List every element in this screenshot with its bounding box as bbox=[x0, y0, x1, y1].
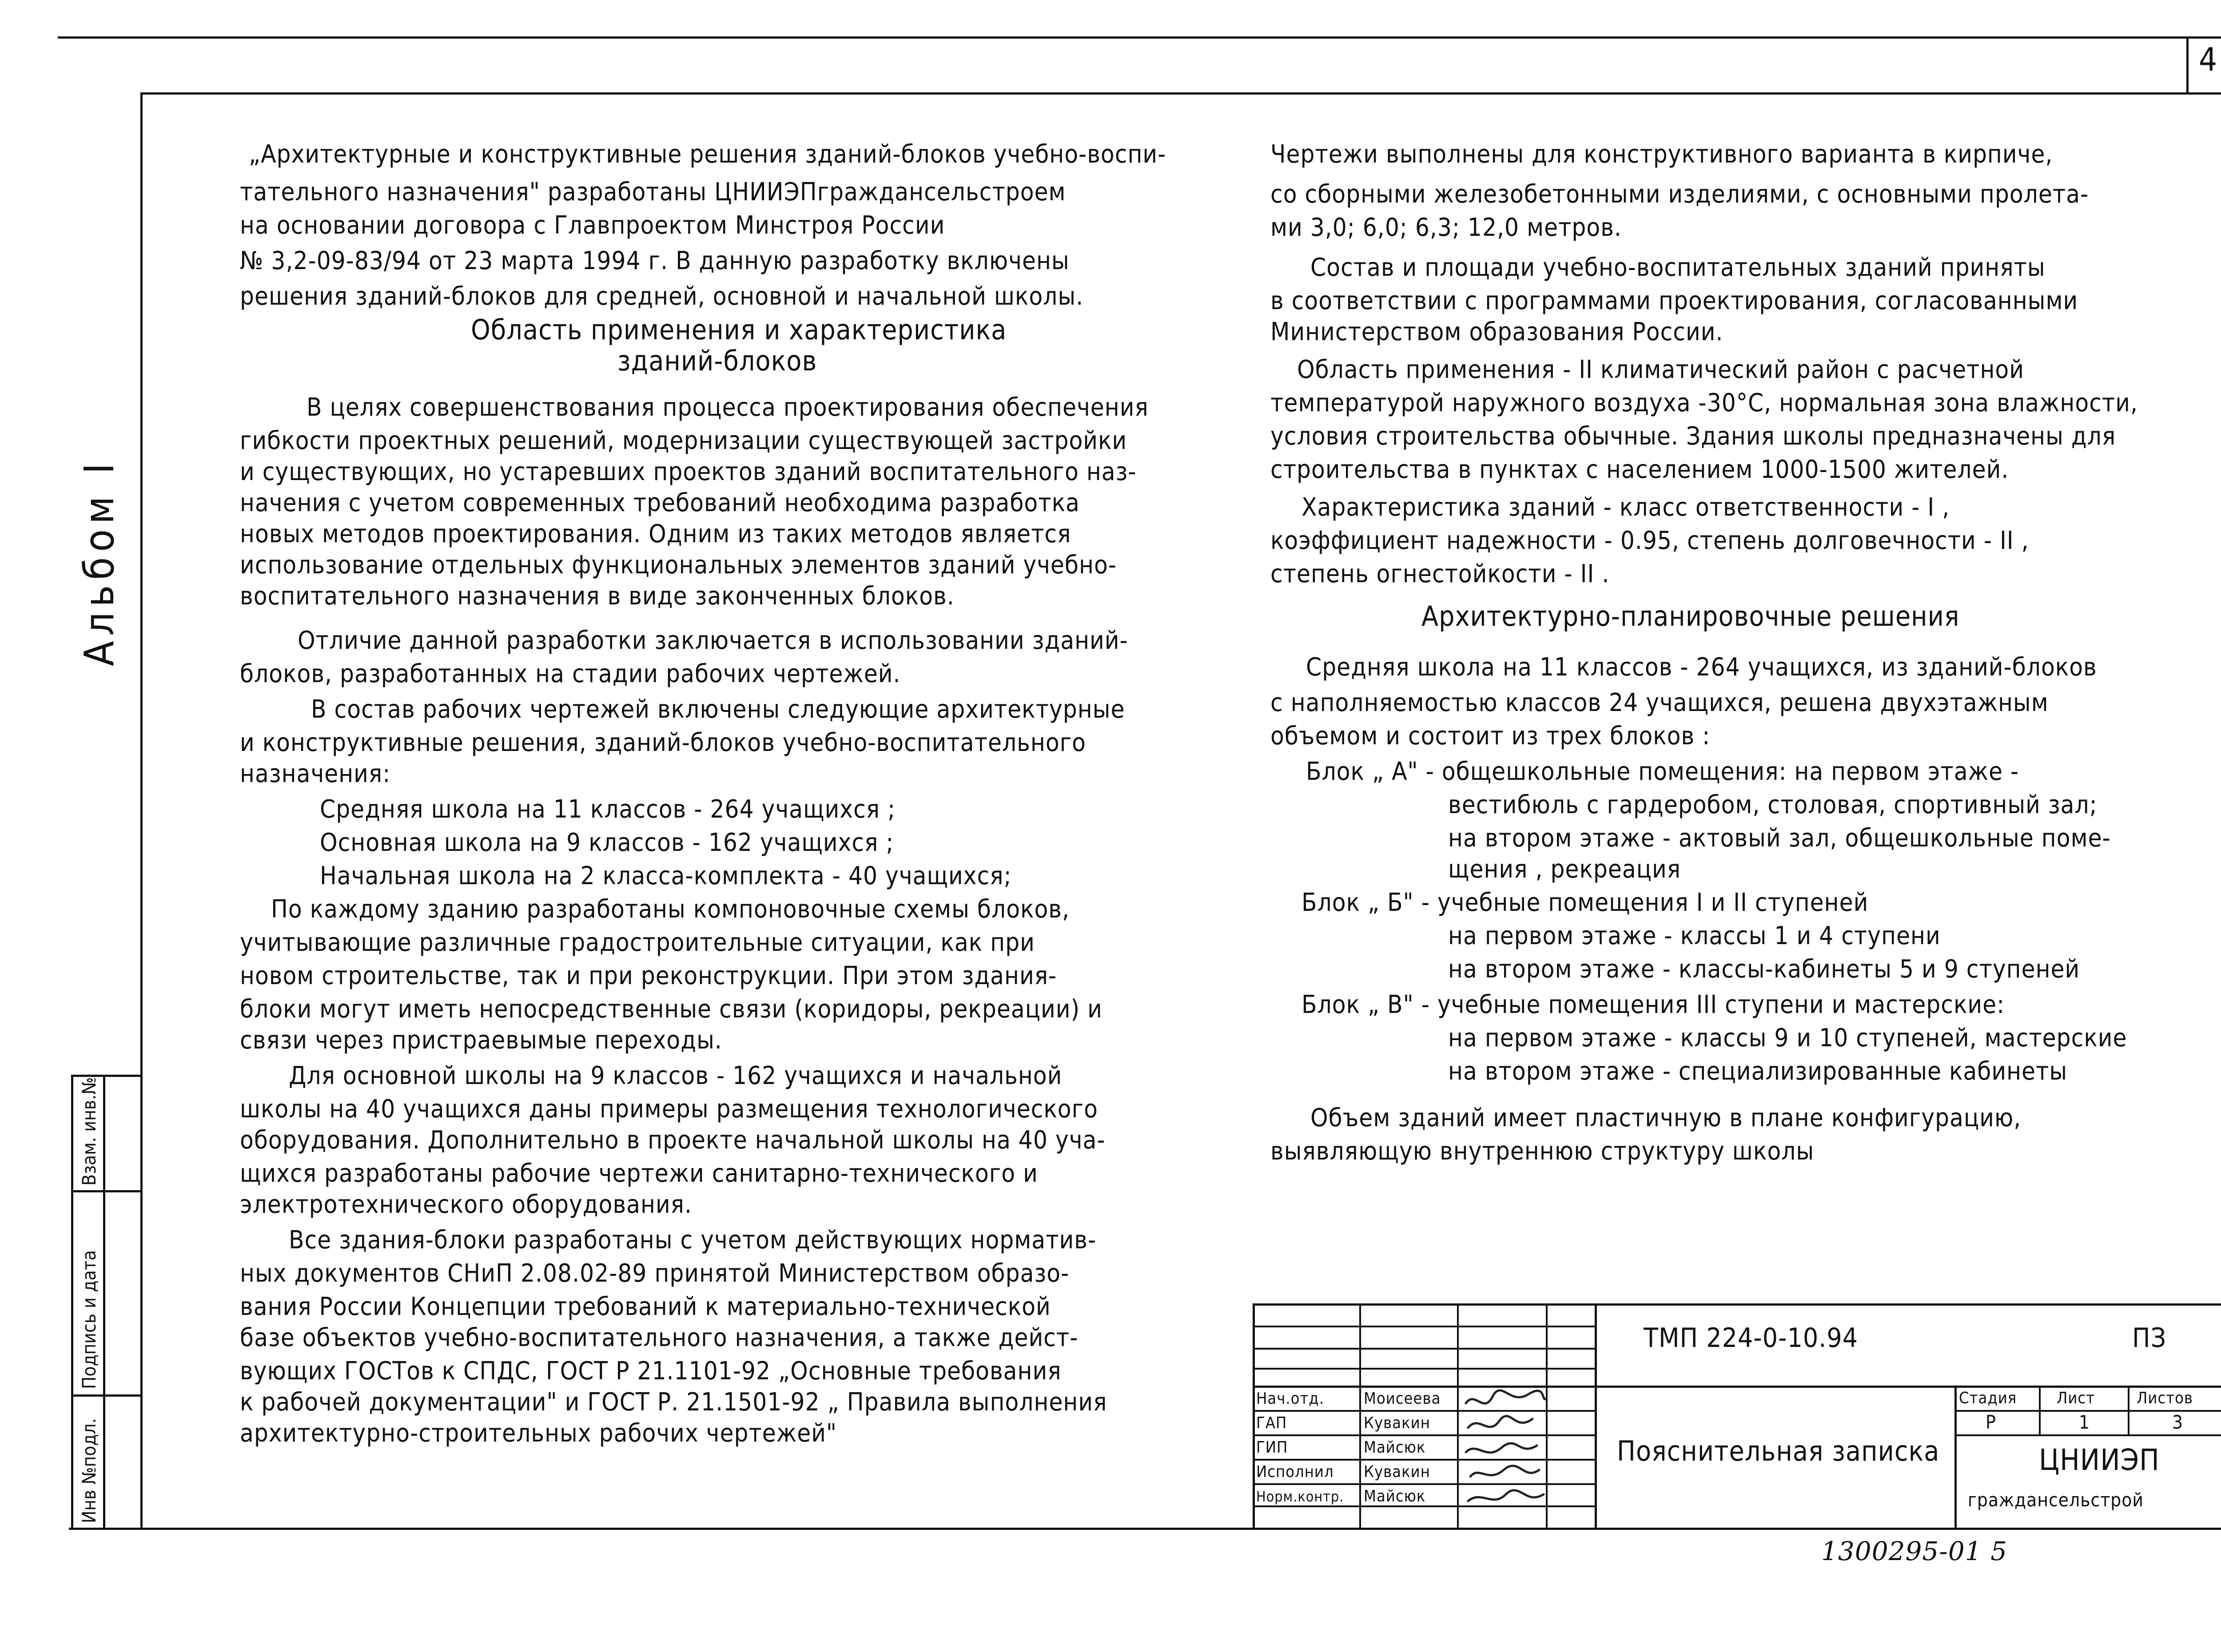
titleblock-top bbox=[1253, 1303, 2221, 1306]
stamp-inv-orig: Инв №подл. bbox=[78, 1418, 100, 1523]
left-body-17: учитывающие различные градостроительные ситуации, как при bbox=[240, 928, 1035, 957]
tb-stage-col-2 bbox=[2128, 1386, 2129, 1434]
doc-title: Пояснительная записка bbox=[1617, 1435, 1940, 1467]
left-body-28: вания России Концепции требований к материально-технической bbox=[240, 1292, 1051, 1321]
stamp-strip-div1 bbox=[71, 1190, 142, 1192]
right-top-13: степень огнестойкости - II . bbox=[1270, 560, 1610, 588]
stamp-strip-top bbox=[71, 1075, 142, 1077]
page-number: 4 bbox=[2199, 41, 2218, 78]
left-body-1: В целях совершенствования процесса проектирования обеспечения bbox=[306, 393, 1149, 422]
right-top-6: Министерством образования России. bbox=[1270, 318, 1723, 346]
left-body-23: оборудования. Дополнительно в проекте начальной школы на 40 уча- bbox=[240, 1126, 1106, 1155]
stage-value: Р bbox=[1986, 1411, 1996, 1433]
right-body-8: Блок „ Б" - учебные помещения I и II ступеней bbox=[1302, 888, 1869, 917]
bottom-border bbox=[69, 1528, 2221, 1530]
inner-top-border bbox=[140, 92, 2221, 95]
intro-line-3: на основании договора с Главпроектом Минстроя России bbox=[240, 211, 945, 240]
intro-line-2: тательного назначения" разработаны ЦНИИЭПграждансельстроем bbox=[240, 178, 1066, 206]
left-border bbox=[140, 92, 143, 1529]
doc-code: ТМП 224-0-10.94 bbox=[1644, 1322, 1859, 1354]
right-top-11: Характеристика зданий - класс ответственности - I , bbox=[1302, 493, 1950, 522]
right-body-5: вестибюль с гардеробом, столовая, спортивный зал; bbox=[1448, 790, 2098, 819]
left-body-16: По каждому зданию разработаны компоновочные схемы блоков, bbox=[271, 895, 1070, 924]
signer-role-2: ГАП bbox=[1256, 1414, 1287, 1432]
signer-name-1: Моисеева bbox=[1364, 1390, 1441, 1408]
intro-line-4: № 3,2-09-83/94 от 23 марта 1994 г. В данную разработку включены bbox=[240, 246, 1070, 275]
intro-line-1: „Архитектурные и конструктивные решения зданий-блоков учебно-воспи- bbox=[249, 140, 1166, 169]
right-top-3: ми 3,0; 6,0; 6,3; 12,0 метров. bbox=[1270, 213, 1622, 242]
page-number-box-left bbox=[2186, 36, 2189, 94]
left-body-5: новых методов проектирования. Одним из таких методов является bbox=[240, 520, 1071, 548]
left-body-11: и конструктивные решения, зданий-блоков учебно-воспитательного bbox=[240, 728, 1086, 757]
titleblock-col-date bbox=[1595, 1303, 1597, 1530]
right-body-9: на первом этаже - классы 1 и 4 ступени bbox=[1448, 921, 1941, 950]
sheets-header: Листов bbox=[2137, 1389, 2193, 1407]
signer-role-3: ГИП bbox=[1256, 1438, 1288, 1457]
left-body-2: гибкости проектных решений, модернизации существующей застройки bbox=[240, 426, 1127, 455]
tb-row-3 bbox=[1253, 1368, 1597, 1370]
stamp-strip-left bbox=[71, 1075, 73, 1529]
right-body-3: объемом и состоит из трех блоков : bbox=[1270, 722, 1711, 751]
right-top-2: со сборными железобетонными изделиями, с основными пролета- bbox=[1270, 180, 2089, 209]
signer-role-5: Норм.контр. bbox=[1256, 1488, 1344, 1505]
left-heading-2: зданий-блоков bbox=[617, 345, 817, 377]
left-body-3: и существующих, но устаревших проектов зданий воспитательного наз- bbox=[240, 457, 1137, 486]
left-body-10: В состав рабочих чертежей включены следующие архитектурные bbox=[311, 695, 1125, 724]
stamp-inv-replace: Взам. инв.№ bbox=[78, 1077, 100, 1186]
left-body-21: Для основной школы на 9 классов - 162 учащихся и начальной bbox=[289, 1061, 1063, 1090]
right-heading: Архитектурно-планировочные решения bbox=[1421, 600, 1960, 632]
stamp-strip-middle bbox=[103, 1075, 105, 1529]
right-body-4: Блок „ А" - общешкольные помещения: на первом этаже - bbox=[1306, 757, 2019, 786]
org-line-2: граждансельстрой bbox=[1968, 1489, 2144, 1511]
left-body-32: архитектурно-строительных рабочих чертежей" bbox=[240, 1419, 837, 1448]
left-heading-1: Область применения и характеристика bbox=[471, 314, 1007, 346]
left-body-31: к рабочей документации" и ГОСТ Р. 21.1501-92 „ Правила выполнения bbox=[240, 1388, 1107, 1417]
signer-name-2: Кувакин bbox=[1364, 1414, 1430, 1432]
titleblock-col-stage bbox=[1954, 1386, 1957, 1530]
stamp-strip-div2 bbox=[71, 1394, 142, 1397]
right-body-6: на втором этаже - актовый зал, общешкольные поме- bbox=[1448, 824, 2111, 853]
left-body-18: новом строительстве, так и при реконструкции. При этом здания- bbox=[240, 961, 1057, 990]
tb-row-1 bbox=[1253, 1326, 1597, 1327]
left-body-13: Средняя школа на 11 классов - 264 учащихся ; bbox=[320, 795, 896, 824]
right-top-10: строительства в пунктах с населением 1000-1500 жителей. bbox=[1270, 455, 2009, 484]
left-body-26: Все здания-блоки разработаны с учетом действующих норматив- bbox=[289, 1226, 1097, 1255]
tb-stage-row-2 bbox=[1954, 1434, 2221, 1436]
left-body-30: вующих ГОСТов к СПДС, ГОСТ Р 21.1101-92 „Основные требования bbox=[240, 1357, 1062, 1386]
sheet-mark: ПЗ bbox=[2132, 1322, 2167, 1354]
stamp-sign-date: Подпись и дата bbox=[78, 1250, 100, 1389]
right-top-12: коэффициент надежности - 0.95, степень долговечности - II , bbox=[1270, 526, 2029, 555]
left-body-25: электротехнического оборудования. bbox=[240, 1190, 692, 1219]
left-body-4: начения с учетом современных требований необходима разработка bbox=[240, 488, 1080, 517]
intro-line-5: решения зданий-блоков для средней, основной и начальной школы. bbox=[240, 282, 1084, 311]
left-body-20: связи через пристраевымые переходы. bbox=[240, 1026, 722, 1055]
right-top-8: температурой наружного воздуха -30°С, нормальная зона влажности, bbox=[1270, 389, 2138, 417]
handwritten-footer: 1300295-01 5 bbox=[1821, 1536, 2008, 1566]
left-body-19: блоки могут иметь непосредственные связи (коридоры, рекреации) и bbox=[240, 995, 1103, 1024]
left-body-7: воспитательного назначения в виде законченных блоков. bbox=[240, 582, 955, 611]
right-body-13: на втором этаже - специализированные кабинеты bbox=[1448, 1057, 2068, 1086]
left-body-29: базе объектов учебно-воспитательного назначения, а также дейст- bbox=[240, 1323, 1079, 1352]
sheet-header: Лист bbox=[2057, 1389, 2095, 1407]
left-body-12: назначения: bbox=[240, 759, 391, 788]
sheets-value: 3 bbox=[2172, 1411, 2184, 1433]
left-body-8: Отличие данной разработки заключается в использовании зданий- bbox=[298, 626, 1128, 655]
right-body-14: Объем зданий имеет пластичную в плане конфигурацию, bbox=[1310, 1104, 2022, 1132]
right-top-4: Состав и площади учебно-воспитательных зданий приняты bbox=[1310, 253, 2046, 282]
signer-name-3: Майсюк bbox=[1364, 1438, 1426, 1457]
sheet-value: 1 bbox=[2079, 1411, 2090, 1433]
tb-stage-col-1 bbox=[2039, 1386, 2041, 1434]
right-body-2: с наполняемостью классов 24 учащихся, решена двухэтажным bbox=[1270, 688, 2049, 717]
left-body-22: школы на 40 учащихся даны примеры размещения технологического bbox=[240, 1095, 1098, 1124]
left-body-14: Основная школа на 9 классов - 162 учащихся ; bbox=[320, 828, 894, 857]
titleblock-left bbox=[1253, 1303, 1255, 1530]
top-border bbox=[58, 36, 2221, 39]
signer-role-1: Нач.отд. bbox=[1256, 1390, 1324, 1408]
titleblock-col-role bbox=[1359, 1303, 1361, 1530]
left-body-27: ных документов СНиП 2.08.02-89 принятой Министерством образо- bbox=[240, 1259, 1070, 1288]
signer-role-4: Исполнил bbox=[1256, 1463, 1334, 1481]
signer-name-5: Майсюк bbox=[1364, 1487, 1426, 1505]
right-top-7: Область применения - II климатический район с расчетной bbox=[1297, 355, 2024, 384]
right-body-1: Средняя школа на 11 классов - 264 учащихся, из зданий-блоков bbox=[1306, 653, 2097, 682]
stage-header: Стадия bbox=[1959, 1389, 2017, 1407]
right-body-11: Блок „ В" - учебные помещения III ступени и мастерские: bbox=[1302, 990, 2005, 1019]
right-body-15: выявляющую внутреннюю структуру школы bbox=[1270, 1137, 1815, 1166]
right-body-12: на первом этаже - классы 9 и 10 ступеней, мастерские bbox=[1448, 1024, 2127, 1052]
right-body-10: на втором этаже - классы-кабинеты 5 и 9 ступеней bbox=[1448, 955, 2080, 984]
titleblock-col-name bbox=[1457, 1303, 1459, 1530]
tb-row-2 bbox=[1253, 1348, 1597, 1350]
right-body-7: щения , рекреация bbox=[1448, 855, 1681, 884]
left-body-15: Начальная школа на 2 класса-комплекта - 40 учащихся; bbox=[320, 862, 1012, 890]
right-top-9: условия строительства обычные. Здания школы предназначены для bbox=[1270, 422, 2116, 451]
signer-name-4: Кувакин bbox=[1364, 1463, 1430, 1481]
left-body-9: блоков, разработанных на стадии рабочих чертежей. bbox=[240, 659, 901, 688]
album-label: Альбом I bbox=[76, 457, 123, 666]
left-body-6: использование отдельных функциональных элементов зданий учебно- bbox=[240, 551, 1117, 580]
org-line-1: ЦНИИЭП bbox=[2039, 1443, 2160, 1477]
right-top-5: в соответствии с программами проектирования, согласованными bbox=[1270, 286, 2078, 315]
left-body-24: щихся разработаны рабочие чертежи санитарно-технического и bbox=[240, 1159, 1038, 1188]
right-top-1: Чертежи выполнены для конструктивного варианта в кирпиче, bbox=[1270, 140, 2053, 169]
signatures bbox=[1461, 1388, 1550, 1530]
